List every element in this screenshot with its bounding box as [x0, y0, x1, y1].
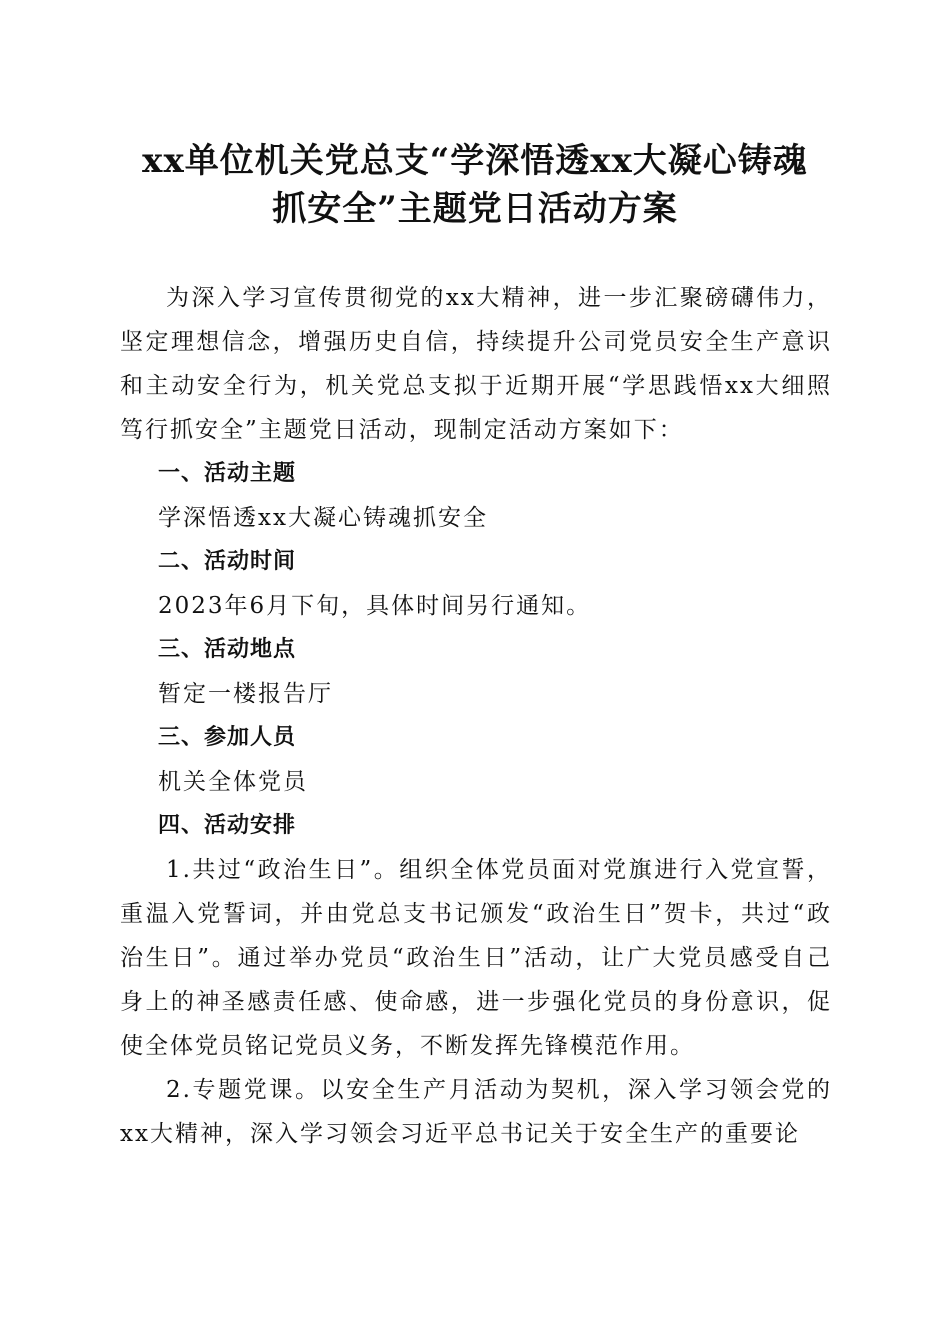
intro-paragraph: 为深入学习宣传贯彻党的xx大精神，进一步汇聚磅礴伟力，坚定理想信念，增强历史自信，持续提升公司党员安全生产意识和主动安全行为，机关党总支拟于近期开展“学思践悟xx大细照笃行抓安全”主题党日活动，现制定活动方案如下： — [120, 285, 832, 443]
document-body — [120, 276, 832, 1156]
document-title-line-1: xx单位机关党总支“学深悟透xx大凝心铸魂 — [142, 141, 808, 181]
arrangement-item-2: 2.专题党课。以安全生产月活动为契机，深入学习领会党的xx大精神，深入学习领会习近平总书记关于安全生产的重要论 — [120, 1077, 832, 1147]
arrangement-item-1: 1.共过“政治生日”。组织全体党员面对党旗进行入党宣誓，重温入党誓词，并由党总支书记颁发“政治生日”贺卡，共过“政治生日”。通过举办党员“政治生日”活动，让广大党员感受自己身上的神圣感责任感、使命感，进一步强化党员的身份意识，促使全体党员铭记党员义务，不断发挥先锋模范作用。 — [120, 857, 832, 1059]
section-content-location: 暂定一楼报告厅 — [158, 681, 333, 707]
section-heading-location: 三、活动地点 — [158, 637, 297, 662]
section-content-time: 2023年6月下旬，具体时间另行通知。 — [158, 593, 592, 619]
section-content-participants: 机关全体党员 — [158, 769, 308, 795]
section-heading-arrangements: 四、活动安排 — [158, 813, 297, 838]
section-content-theme: 学深悟透xx大凝心铸魂抓安全 — [158, 505, 488, 531]
section-heading-time: 二、活动时间 — [158, 549, 297, 574]
document-title-line-2: 抓安全”主题党日活动方案 — [272, 189, 678, 229]
section-heading-theme: 一、活动主题 — [158, 461, 297, 486]
section-heading-participants: 三、参加人员 — [158, 725, 297, 750]
